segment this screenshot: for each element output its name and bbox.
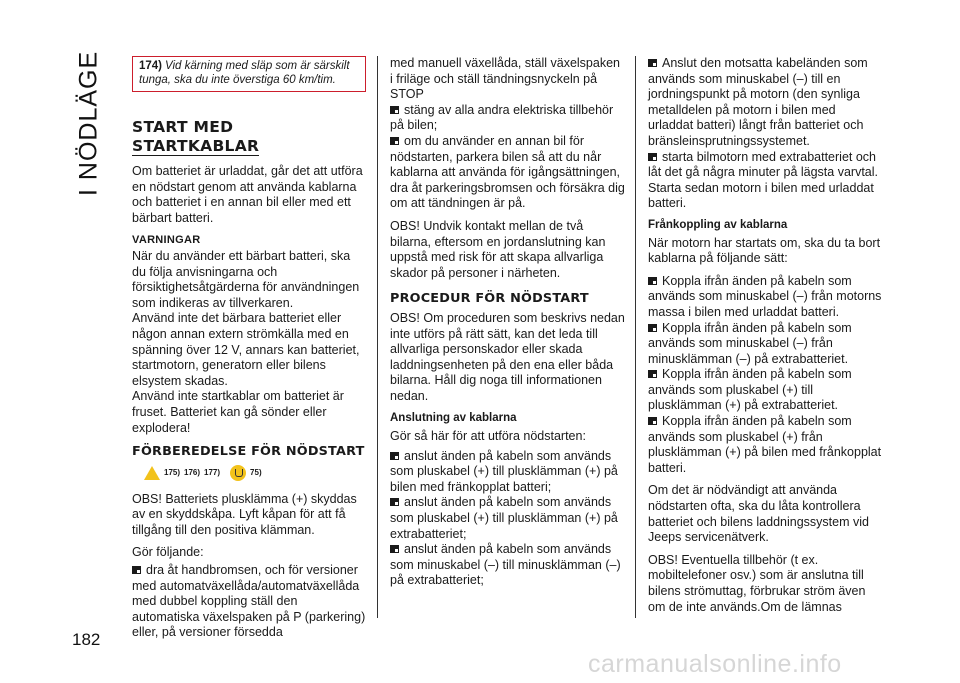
- section-title-line2: STARTKABLAR: [132, 137, 260, 155]
- obs-accessories-paragraph: OBS! Eventuella tillbehör (t ex. mobiltelefoner osv.) som är anslutna till bilens strömuttag, förbrukar ström även om de inte används.Om de lämnas: [648, 552, 866, 614]
- procedure-paragraph: OBS! Om proceduren som beskrivs nedan inte utförs på rätt sätt, kan det leda till allvarliga personskador eller skada laddningsenheten på den ena eller båda bilarna. Håll dig noga till informationen nedan.: [390, 310, 625, 403]
- list-item: dra åt handbromsen, och för versioner med automatväxellåda/automatväxellåda med dubbel koppling ställ den automatiska växelspaken på P (parkering) eller, på versioner försedda: [132, 563, 366, 640]
- bullet-icon: [390, 545, 399, 553]
- bullet-icon: [132, 566, 141, 574]
- section-title-prep: FÖRBEREDELSE FÖR NÖDSTART: [132, 444, 365, 460]
- bullet-icon: [390, 452, 399, 460]
- ref-75: 75): [250, 467, 262, 477]
- caution-flask-icon: [230, 465, 246, 481]
- list-item: stäng av alla andra elektriska tillbehör på bilen;: [390, 102, 614, 133]
- intro-paragraph: Om batteriet är urladdat, går det att utföra en nödstart genom att använda kablarna och batteriet i en annan bil eller med ett bärbart batteri.: [132, 164, 363, 225]
- section-title-line1: START MED: [132, 118, 234, 136]
- bullet-continuation: med manuell växellåda, ställ växelspaken i friläge och ställ tändningsnyckeln på STOP: [390, 56, 620, 102]
- column-left: [132, 56, 366, 641]
- warnings-paragraph-3: Använd inte startkablar om batteriet är fruset. Batteriet kan gå sönder eller explodera!: [132, 389, 344, 435]
- list-item: Koppla ifrån änden på kabeln som används som pluskabel (+) till plusklämman (+) på extrabatteriet.: [648, 367, 852, 413]
- bullet-icon: [648, 277, 657, 285]
- section-title-procedure: PROCEDUR FÖR NÖDSTART: [390, 291, 589, 307]
- disconnection-intro: När motorn har startats om, ska du ta bort kablarna på följande sätt:: [648, 235, 881, 266]
- ref-175: 175): [164, 467, 181, 477]
- warning-box: [132, 56, 366, 92]
- service-paragraph: Om det är nödvändigt att använda nödstarten ofta, ska du låta kontrollera batteriet och bilens laddningssystem vid Jeeps servicenätverk.: [648, 483, 869, 545]
- bullet-icon: [390, 137, 399, 145]
- list-item: Anslut den motsatta kabeländen som används som minuskabel (–) till en jordningspunkt på motorn (den synliga metalldelen på motorn i bilen med urladdat batteri) långt från batteriet och bränsleinsprutningssystemet.: [648, 56, 868, 148]
- bullet-icon: [648, 324, 657, 332]
- bullet-icon: [390, 498, 399, 506]
- column-divider: [377, 56, 378, 618]
- list-item: Koppla ifrån änden på kabeln som används som minuskabel (–) från minusklämman (–) på extrabatteriet.: [648, 320, 852, 366]
- list-item: starta bilmotorn med extrabatteriet och låt det gå några minuter på lägsta varvtal. Starta sedan motorn i bilen med urladdat batteri.: [648, 149, 878, 211]
- chapter-title: I NÖDLÄGE: [74, 50, 103, 196]
- list-item: Koppla ifrån änden på kabeln som används som pluskabel (+) från plusklämman (+) på bilen med frånkopplat batteri.: [648, 414, 882, 475]
- list-item: anslut änden på kabeln som används som pluskabel (+) till plusklämman (+) på extrabatteriet;: [390, 495, 618, 541]
- prep-paragraph-2: Gör följande:: [132, 545, 204, 560]
- page-number: 182: [72, 630, 101, 649]
- ref-176: 176): [184, 467, 201, 477]
- list-item: anslut änden på kabeln som används som pluskabel (+) till plusklämman (+) på bilen med fränkopplat batteri;: [390, 448, 618, 494]
- bullet-icon: [648, 59, 657, 67]
- warnings-paragraph-2: Använd inte det bärbara batteriet eller någon annan extern strömkälla med en spänning över 12 V, annars kan batteriet, startmotorn, generatorn eller bilens elsystem skadas.: [132, 311, 360, 388]
- warning-text: Vid kärning med släp som är särskilt tunga, ska du inte överstiga 60 km/tim.: [139, 60, 350, 86]
- list-item: Koppla ifrån änden på kabeln som används som minuskabel (–) från motorns massa i bilen med urladdat batteri.: [648, 273, 882, 319]
- list-item: om du använder en annan bil för nödstarten, parkera bilen så att du når kablarna att använda för igångsättningen, dra åt parkeringsbromsen och försäkra dig om att tändningen är på.: [390, 133, 625, 211]
- column-middle: [390, 56, 626, 589]
- warnings-paragraph-1: När du använder ett bärbart batteri, ska du följa anvisningarna och försiktighetsåtgärderna för användningen som indikeras av tillverkaren.: [132, 248, 360, 310]
- warning-triangle-icon: [144, 466, 160, 480]
- column-right: [648, 56, 884, 622]
- connection-intro: Gör så här för att utföra nödstarten:: [390, 429, 586, 444]
- list-item: anslut änden på kabeln som används som minuskabel (–) till minusklämman (–) på extrabatteriet;: [390, 542, 621, 588]
- bullet-icon: [390, 106, 399, 114]
- warning-number: 174): [139, 60, 163, 72]
- column-divider: [635, 56, 636, 618]
- section-title-start: [132, 118, 366, 156]
- bullet-icon: [648, 417, 657, 425]
- ref-177: 177): [204, 467, 221, 477]
- bullet-icon: [648, 153, 657, 161]
- prep-paragraph-1: OBS! Batteriets plusklämma (+) skyddas av en skyddskåpa. Lyft kåpan för att få tillgång till den positiva klämman.: [132, 491, 357, 537]
- watermark: carmanualsonline.info: [588, 650, 842, 678]
- bullet-icon: [648, 370, 657, 378]
- disconnection-heading: Frånkoppling av kablarna: [648, 218, 788, 231]
- reference-markers: [132, 464, 366, 482]
- warnings-heading: VARNINGAR: [132, 234, 201, 247]
- obs-paragraph: OBS! Undvik kontakt mellan de två bilarna, eftersom en jordanslutning kan uppstå med risk för att skapa allvarliga skador på personer i närheten.: [390, 218, 606, 280]
- connection-heading: Anslutning av kablarna: [390, 412, 517, 425]
